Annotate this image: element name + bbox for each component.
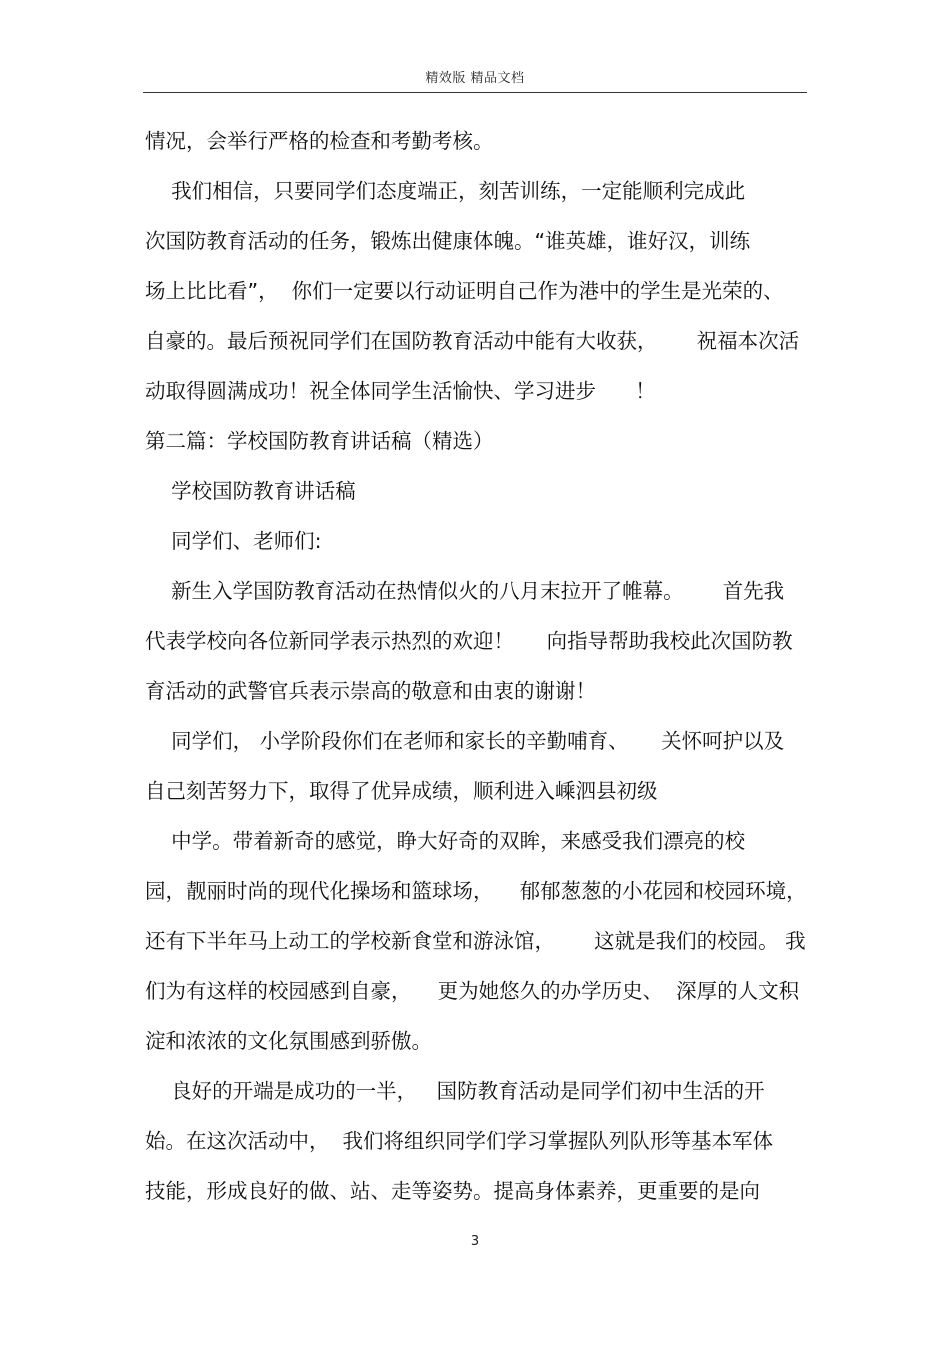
speech-title: 学校国防教育讲话稿 <box>145 479 356 503</box>
header-divider <box>143 92 807 93</box>
body-line: 自豪的。最后预祝同学们在国防教育活动中能有大收获， 祝福本次活 <box>145 329 800 353</box>
section-heading: 第二篇：学校国防教育讲话稿（精选） <box>145 429 494 453</box>
body-line: 良好的开端是成功的一半， 国防教育活动是同学们初中生活的开 <box>145 1079 765 1103</box>
body-line: 新生入学国防教育活动在热情似火的八月末拉开了帷幕。 首先我 <box>145 579 785 603</box>
page-number: 3 <box>470 1234 480 1249</box>
body-line: 育活动的武警官兵表示崇高的敬意和由衷的谢谢！ <box>145 679 596 703</box>
body-line: 情况，会举行严格的检查和考勤考核。 <box>145 129 494 153</box>
body-line: 们为有这样的校园感到自豪， 更为她悠久的办学历史、 深厚的人文积 <box>145 979 800 1003</box>
body-line: 动取得圆满成功！祝全体同学生活愉快、学习进步 ！ <box>145 379 656 403</box>
body-line: 场上比比看”， 你们一定要以行动证明自己作为港中的学生是光荣的、 <box>145 279 784 303</box>
body-line: 还有下半年马上动工的学校新食堂和游泳馆， 这就是我们的校园。 我 <box>145 929 806 953</box>
body-line: 代表学校向各位新同学表示热烈的欢迎！ 向指导帮助我校此次国防教 <box>145 629 793 653</box>
body-line: 自己刻苦努力下，取得了优异成绩，顺利进入嵊泗县初级 <box>145 779 658 803</box>
body-line: 中学。带着新奇的感觉，睁大好奇的双眸，来感受我们漂亮的校 <box>145 829 746 853</box>
body-line: 我们相信，只要同学们态度端正，刻苦训练，一定能顺利完成此 <box>145 179 746 203</box>
salutation: 同学们、老师们: <box>145 529 322 553</box>
body-line: 始。在这次活动中， 我们将组织同学们学习掌握队列队形等基本军体 <box>145 1129 774 1153</box>
body-line: 技能，形成良好的做、站、走等姿势。提高身体素养，更重要的是向 <box>145 1179 760 1203</box>
body-line: 次国防教育活动的任务，锻炼出健康体魄。“谁英雄，谁好汉，训练 <box>145 229 751 253</box>
body-line: 同学们， 小学阶段你们在老师和家长的辛勤哺育、 关怀呵护以及 <box>145 729 785 753</box>
body-line: 淀和浓浓的文化氛围感到骄傲。 <box>145 1029 432 1053</box>
header-text: 精效版 精品文档 <box>425 71 525 86</box>
body-line: 园，靓丽时尚的现代化操场和篮球场， 郁郁葱葱的小花园和校园环境， <box>145 879 807 903</box>
